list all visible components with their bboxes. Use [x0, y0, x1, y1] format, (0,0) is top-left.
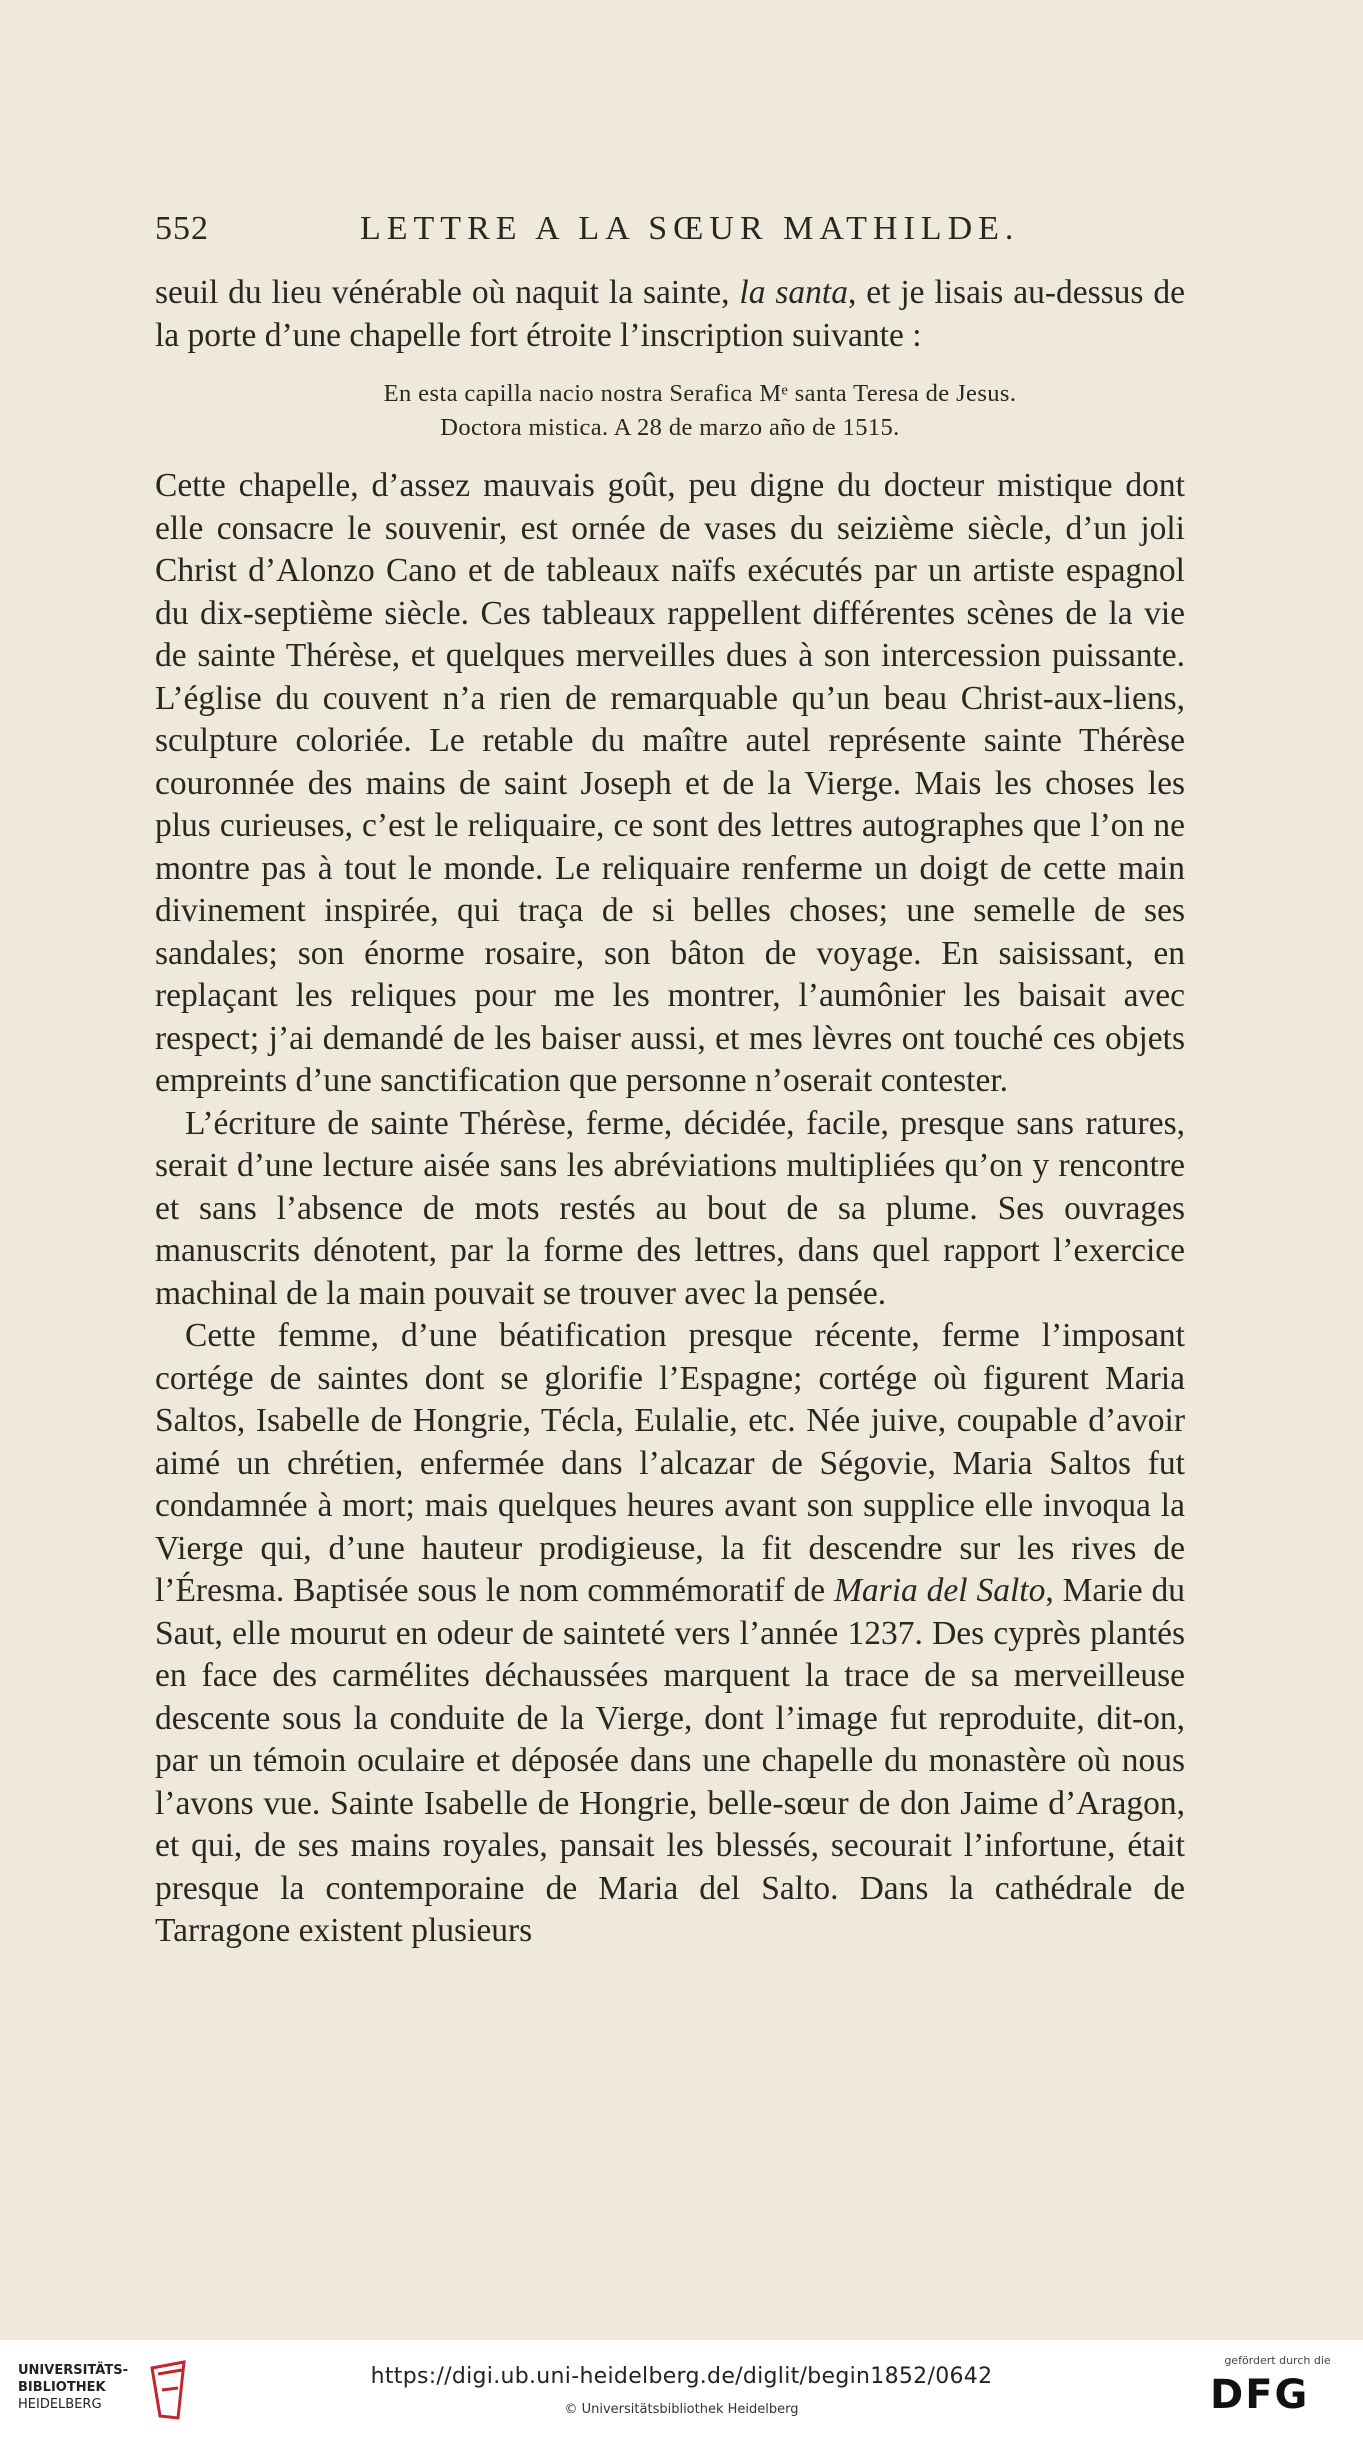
running-title: LETTRE A LA SŒUR MATHILDE.	[360, 210, 1020, 247]
paragraph-1-text-a: seuil du lieu vénérable où naquit la sainte,	[155, 274, 740, 311]
paragraph-4-text-b: , Marie du Saut, elle mourut en odeur de sainteté vers l’année 1237. Des cyprès plantés en face des carmélites déchaussées marquent la trace de sa merveilleuse descente sous la conduite de la Vierge, dont l’image fut reproduite, dit-on, par un témoin oculaire et déposée dans une chapelle du monastère où nous l’avons vue. Sainte Isabelle de Hongrie, belle-sœur de don Jaime d’Aragon, et qui, de ses mains royales, pansait les blessés, secourait l’infortune, était presque la contemporaine de Maria del Salto. Dans la cathédrale de Tarragone existent plusieurs	[155, 1572, 1185, 1949]
paragraph-4	[155, 1315, 1185, 1953]
running-head	[155, 210, 1185, 272]
library-line-3: HEIDELBERG	[18, 2397, 102, 2412]
page-number: 552	[155, 210, 209, 247]
permalink-url[interactable]: https://digi.ub.uni-heidelberg.de/diglit/begin1852/0642	[370, 2364, 993, 2389]
dfg-logo[interactable]	[1210, 2354, 1345, 2424]
paragraph-4-italic: Maria del Salto	[834, 1572, 1046, 1609]
paragraph-3: L’écriture de sainte Thérèse, ferme, décidée, facile, presque sans ratures, serait d’une lecture aisée sans les abréviations multipliées qu’on y rencontre et sans l’absence de mots restés au bout de sa plume. Ses ouvrages manuscrits dénotent, par la forme des lettres, dans quel rapport l’exercice machinal de la main pouvait se trouver avec la pensée.	[155, 1104, 1185, 1312]
inscription	[155, 377, 1185, 445]
paragraph-1-text-b: , et je lisais au-dessus de la porte d’une chapelle fort étroite l’inscription suivante :	[155, 274, 1185, 354]
paragraph-4-text-a: Cette femme, d’une béatification presque récente, ferme l’imposant cortége de saintes dont se glorifie l’Espagne; cortége où figurent Maria Saltos, Isabelle de Hongrie, Técla, Eulalie, etc. Née juive, coupable d’avoir aimé un chrétien, enfermée dans l’alcazar de Ségovie, Maria Saltos fut condamnée à mort; mais quelques heures avant son supplice elle invoqua la Vierge qui, d’une hauteur prodigieuse, la fit descendre sur les rives de l’Éresma. Baptisée sous le nom commémoratif de	[155, 1317, 1185, 1609]
dfg-wordmark: DFG	[1210, 2372, 1310, 2418]
copyright-notice: © Universitätsbibliothek Heidelberg	[564, 2402, 799, 2417]
page-content	[155, 210, 1185, 1953]
library-line-1: UNIVERSITÄTS-	[18, 2363, 128, 2378]
footer-bar	[0, 2340, 1363, 2437]
body-text	[155, 272, 1185, 357]
inscription-line-2: Doctora mistica. A 28 de marzo año de 1515.	[440, 414, 900, 441]
paragraph-1	[155, 272, 1185, 357]
library-line-2: BIBLIOTHEK	[18, 2380, 106, 2395]
body-text-main	[155, 465, 1185, 1953]
paragraph-1-italic: la santa	[739, 274, 848, 311]
inscription-line-1: En esta capilla nacio nostra Serafica Mᵉ santa Teresa de Jesus.	[383, 380, 1017, 407]
funding-caption: gefördert durch die	[1224, 2354, 1331, 2367]
paragraph-2: Cette chapelle, d’assez mauvais goût, peu digne du docteur mistique dont elle consacre le souvenir, est ornée de vases du seizième siècle, d’un joli Christ d’Alonzo Cano et de tableaux naïfs exécutés par un artiste espagnol du dix-septième siècle. Ces tableaux rappellent différentes scènes de la vie de sainte Thérèse, et quelques merveilles dues à son intercession puissante. L’église du couvent n’a rien de remarquable qu’un beau Christ-aux-liens, sculpture coloriée. Le retable du maître autel représente sainte Thérèse couronnée des mains de saint Joseph et de la Vierge. Mais les choses les plus curieuses, c’est le reliquaire, ce sont des lettres autographes que l’on ne montre pas à tout le monde. Le reliquaire renferme un doigt de cette main divinement inspirée, qui traça de si belles choses; une semelle de ses sandales; son énorme rosaire, son bâton de voyage. En saisissant, en replaçant les reliques pour me les montrer, l’aumônier les baisait avec respect; j’ai demandé de les baiser aussi, et mes lèvres ont touché ces objets empreints d’une sanctification que personne n’oserait contester.	[155, 467, 1185, 1099]
